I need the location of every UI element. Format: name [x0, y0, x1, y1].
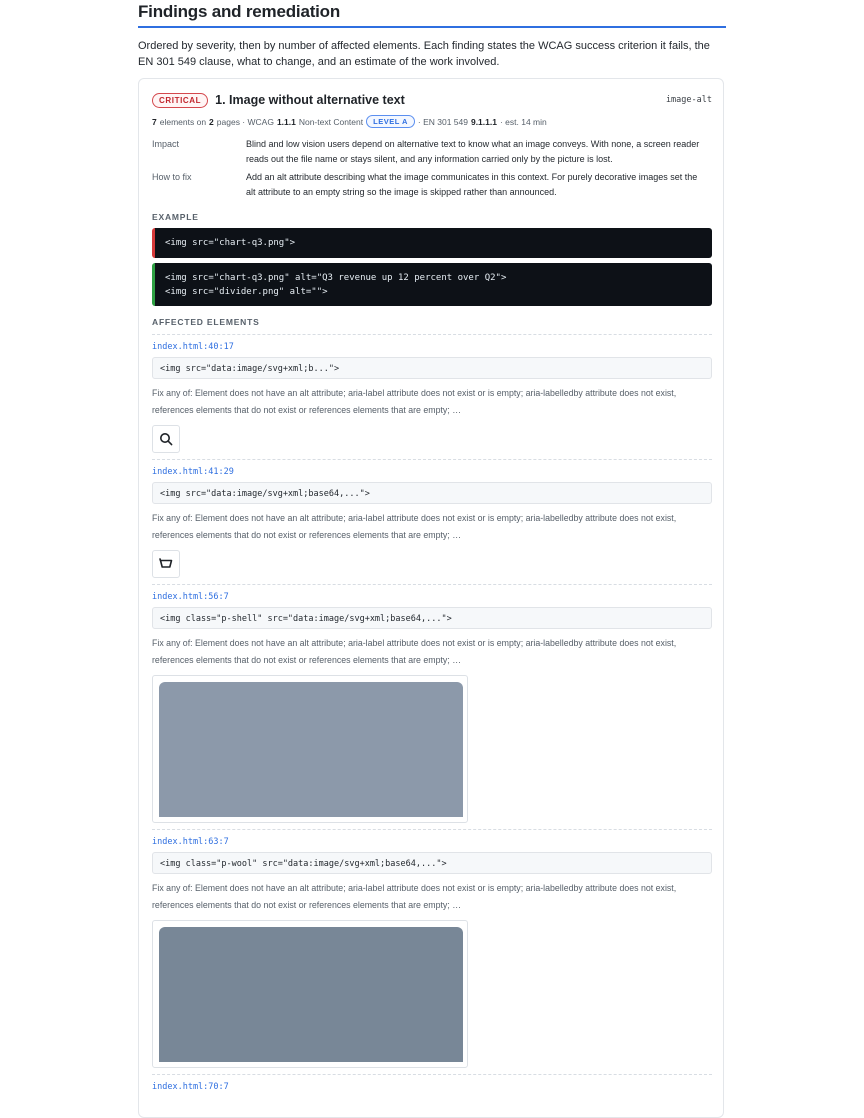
affected-element: [152, 467, 712, 578]
preview-image: [159, 682, 463, 817]
impact-row: [152, 137, 712, 167]
example-label: EXAMPLE: [152, 212, 199, 222]
element-snippet: <img src="data:image/svg+xml;base64,...">: [152, 482, 712, 504]
element-fix-text: Fix any of: Element does not have an alt attribute; aria-label attribute does not exist or is empty; aria-labelledby attribute does not exist, references elements that do not exist or references elements that are empty; …: [152, 513, 677, 540]
element-snippet: <img class="p-shell" src="data:image/svg+xml;base64,...">: [152, 607, 712, 629]
en-clause: 9.1.1.1: [470, 116, 497, 127]
element-preview: [152, 920, 468, 1068]
finding-title: 1. Image without alternative text: [215, 93, 405, 107]
affected-element: [152, 342, 712, 453]
element-location[interactable]: index.html:70:7: [152, 1082, 229, 1092]
example-bad-code: [152, 228, 712, 258]
example-good-code: [152, 263, 712, 306]
element-fix-text: Fix any of: Element does not have an alt attribute; aria-label attribute does not exist or is empty; aria-labelledby attribute does not exist, references elements that do not exist or references elements that are empty; …: [152, 638, 677, 665]
search-icon: [159, 432, 173, 446]
element-fix-text: Fix any of: Element does not have an alt attribute; aria-label attribute does not exist or is empty; aria-labelledby attribute does not exist, references elements that do not exist or references elements that are empty; …: [152, 883, 677, 910]
cart-icon: [159, 558, 173, 570]
example-good-line-1: <img src="chart-q3.png" alt="Q3 revenue up 12 percent over Q2">: [165, 273, 507, 283]
affected-element: [152, 837, 712, 1068]
finding-meta: [152, 115, 712, 128]
element-snippet: <img src="data:image/svg+xml;b...">: [152, 357, 712, 379]
preview-image: [159, 927, 463, 1062]
example-bad-line: <img src="chart-q3.png">: [165, 238, 296, 248]
element-location[interactable]: index.html:56:7: [152, 592, 229, 602]
element-snippet: <img class="p-wool" src="data:image/svg+xml;base64,...">: [152, 852, 712, 874]
section-title: Findings and remediation: [138, 2, 341, 21]
howto-label: How to fix: [152, 172, 192, 182]
pages-text: pages · WCAG: [216, 116, 274, 127]
rule-id: image-alt: [665, 95, 712, 105]
example-good-line-2: <img src="divider.png" alt="">: [165, 287, 328, 297]
title-underline: [138, 26, 726, 28]
severity-badge: CRITICAL: [152, 93, 208, 108]
wcag-criterion: 1.1.1: [276, 116, 296, 127]
finding-card: [138, 78, 724, 1118]
findings-section: [138, 0, 726, 70]
impact-label: Impact: [152, 139, 180, 149]
element-preview: [152, 425, 180, 453]
element-location[interactable]: index.html:41:29: [152, 467, 234, 477]
affected-element: [152, 1082, 712, 1092]
section-intro: Ordered by severity, then by number of affected elements. Each finding states the WCAG success criterion it fails, the EN 301 549 clause, what to change, and an estimate of the work involved.: [138, 40, 710, 68]
impact-text: Blind and low vision users depend on alternative text to know what an image conveys. With none, a screen reader reads out the file name or stays silent, and any information carried only by the picture is lost.: [246, 139, 700, 164]
element-location[interactable]: index.html:63:7: [152, 837, 229, 847]
howto-row: [152, 170, 712, 200]
elements-count: 7: [152, 116, 157, 127]
element-location[interactable]: index.html:40:17: [152, 342, 234, 352]
level-badge: LEVEL A: [366, 115, 415, 128]
en-prefix: · EN 301 549: [417, 116, 468, 127]
element-preview: [152, 675, 468, 823]
affected-label: AFFECTED ELEMENTS: [152, 317, 260, 327]
pages-count: 2: [209, 116, 214, 127]
element-preview: [152, 550, 180, 578]
affected-element: [152, 592, 712, 823]
wcag-name: Non-text Content: [298, 116, 364, 127]
howto-text: Add an alt attribute describing what the image communicates in this context. For purely decorative images set the alt attribute to an empty string so the image is skipped rather than announced.: [246, 172, 698, 197]
element-fix-text: Fix any of: Element does not have an alt attribute; aria-label attribute does not exist or is empty; aria-labelledby attribute does not exist, references elements that do not exist or references elements that are empty; …: [152, 388, 677, 415]
finding-header: [152, 91, 712, 109]
estimate: · est. 14 min: [499, 116, 547, 127]
elements-text: elements on: [159, 116, 207, 127]
